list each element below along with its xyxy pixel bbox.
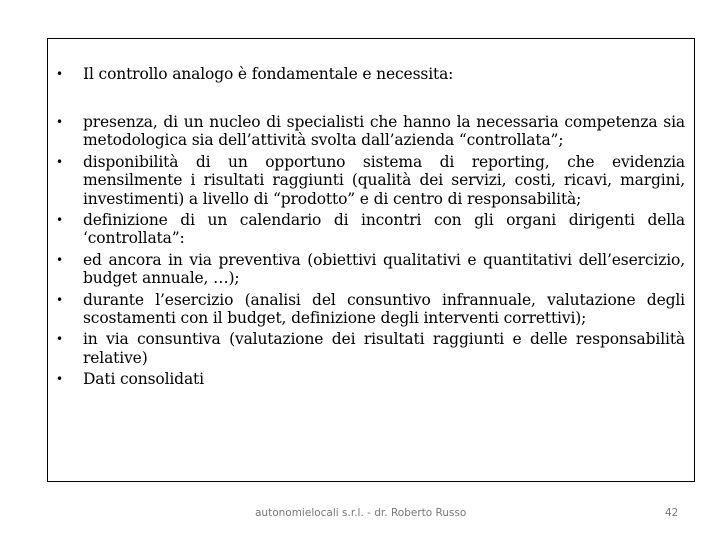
list-item-text: definizione di un calendario di incontri con gli organi dirigenti della ‘controllata”: [83, 211, 685, 248]
bullet-icon: • [56, 332, 64, 347]
list-item-text: in via consuntiva (valutazione dei risultati raggiunti e delle responsabilità relative) [83, 330, 685, 367]
intro-text: Il controllo analogo è fondamentale e necessita: [83, 65, 454, 83]
bullet-icon: • [56, 154, 64, 169]
intro-line [56, 64, 692, 84]
bullet-icon: • [56, 67, 64, 81]
footer-text: autonomielocali s.r.l. - dr. Roberto Russo [255, 507, 467, 519]
list-item-text: disponibilità di un opportuno sistema di reporting, che evidenzia mensilmente i risultati raggiunti (qualità dei servizi, costi, ricavi, margini, investimenti) a livello di “prodotto” e di centro di responsabilità; [83, 152, 685, 208]
list-item [56, 370, 685, 388]
list-item [56, 251, 685, 288]
list-item [56, 113, 685, 150]
list-item [56, 291, 685, 328]
list-item [56, 211, 685, 248]
page-number: 42 [665, 507, 679, 519]
list-item [56, 153, 685, 208]
bullet-icon: • [56, 292, 64, 307]
bullet-icon: • [56, 372, 64, 387]
list-item [56, 330, 685, 367]
list-item-text: durante l’esercizio (analisi del consuntivo infrannuale, valutazione degli scostamenti con il budget, definizione degli interventi correttivi); [83, 290, 685, 328]
bullet-icon: • [56, 213, 64, 228]
bullet-icon: • [56, 252, 64, 267]
bullet-icon: • [56, 115, 64, 129]
bullet-list [56, 113, 685, 392]
list-item-text: ed ancora in via preventiva (obiettivi qualitativi e quantitativi dell’esercizio, budget annuale, …); [83, 250, 685, 288]
list-item-text: Dati consolidati [83, 370, 204, 389]
list-item-text: presenza, di un nucleo di specialisti che hanno la necessaria competenza sia metodologica sia dell’attività svolta dall’azienda “controllata”; [83, 113, 685, 150]
